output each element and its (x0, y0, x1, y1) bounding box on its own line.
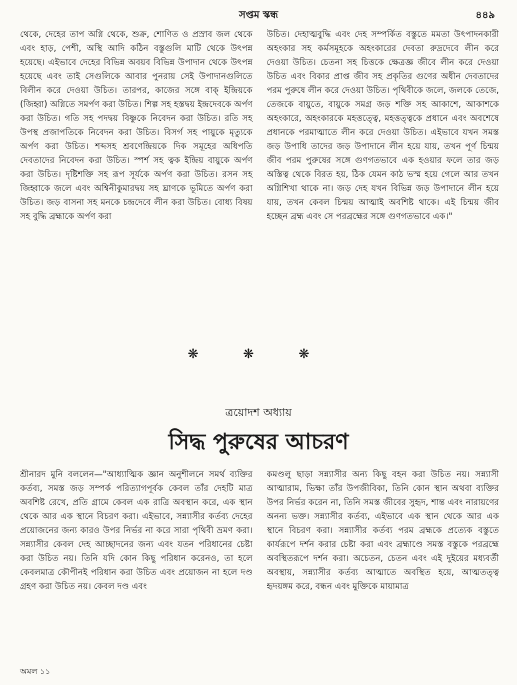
paragraph: শ্রীনারদ মুনি বললেন—"আধ্যাত্মিক জ্ঞান অনুশীলনে সমর্থ ব্যক্তির কর্তব্য, সমস্ত জড় সম্পর্ক পরিত্যাগপূর্বক কেবল তাঁর দেহটি মাত্র অবশিষ্ট রেখে, প্রতি গ্রামে কেবল এক রাত্রি অবস্থান করে, এক স্থান থেকে আর এক স্থানে বিচরণ করা। এইভাবে, সন্ন্যাসীর কর্তব্য দেহের প্রয়োজনের জন্য কারও উপর নির্ভর না করে সারা পৃথিবী ভ্রমণ করা। সন্ন্যাসীর কেবল দেহ আচ্ছাদনের জন্য এবং যতন পরিধানের চেষ্টা করা উচিত নয়। তিনি যদি কোন কিছু পরিধান করেনও, তা হলে কেবলমাত্র কৌপীনই পরিধান করা উচিত এবং প্রয়োজন না হলে দণ্ড গ্রহণ করা উচিত নয়। কেবল দণ্ড এবং (20, 470, 253, 592)
paragraph: কমণ্ডলু ছাড়া সন্ন্যাসীর অন্য কিছু বহন করা উচিত নয়। সন্ন্যাসী আত্মারাম, ভিক্ষা তাঁর উপজীবিকা, তিনি কোন স্থান অথবা ব্যক্তির উপর নির্ভর করেন না, তিনি সমস্ত জীবের সুহৃদ, শান্ত এবং নারায়ণের অনন্য ভক্ত। সন্ন্যাসীর কর্তব্য, এইভাবে এক স্থান থেকে আর এক স্থানে বিচরণ করা। সন্ন্যাসীর কর্তব্য পরম ব্রহ্মকে প্রত্যেক বস্তুতে কার্যরূপে দর্শন করার চেষ্টা করা এবং ব্রহ্মাণ্ডে সমস্ত বস্তুকে পরব্রহ্মে অবস্থিতরূপে দর্শন করা। অচেতন, চেতন এবং এই দুইয়ের মধ্যবর্তী অবস্থায়, সন্ন্যাসীর কর্তব্য আত্মাতে অবস্থিত হয়ে, আত্মতত্ত্ব হৃদয়ঙ্গম করে, বন্ধন এবং মুক্তিকে মায়ামাত্র (266, 470, 499, 592)
top-left-column (20, 28, 253, 328)
top-right-column (267, 28, 500, 328)
paragraph: থেকে, দেহের তাপ অগ্নি থেকে, শুক্র, শোণিত ও প্রস্রাব জল থেকে এবং হাড়, পেশী, অস্থি আদি কঠিন বস্তুগুলি মাটি থেকে উৎপন্ন হয়েছে। এইভাবে দেহের বিভিন্ন অবয়ব বিভিন্ন উপাদান থেকে উৎপন্ন হয়েছে এবং তাই সেগুলিকে আবার পুনরায় সেই উপাদানগুলিতে বিলীন করে দেওয়া উচিত। তারপর, কাজের সঙ্গে বাক্‌ ইন্দ্রিয়কে (জিহ্বা) অগ্নিতে সমর্পণ করা উচিত। শিল্প সহ হস্তদ্বয় ইন্দ্রদেবকে অর্পণ করা উচিত। গতি সহ পদদ্বয় বিষ্ণুকে নিবেদন করা উচিত। রতি সহ উপস্থ প্রজাপতিকে নিবেদন করা উচিত। বিসর্গ সহ পায়ুকে মৃত্যুকে অর্পণ করা উচিত। শব্দসহ শ্রবণেন্দ্রিয়কে দিক সমূহের অধিপতি দেবতাদের নিবেদন করা উচিত। স্পর্শ সহ ত্বক ইন্দ্রিয় বায়ুকে অর্পণ করা উচিত। দৃষ্টিশক্তি সহ রূপ সূর্যকে অর্পণ করা উচিত। রসন সহ জিহ্বাকে জলে এবং অশ্বিনীকুমারদ্বয় সহ ঘ্রাণকে ভূমিতে অর্পণ করা উচিত। জড় বাসনা সহ মনকে চন্দ্রদেবে লীন করা উচিত। বোধ্য বিষয় সহ বুদ্ধি ব্রহ্মাকে অর্পণ করা (20, 30, 253, 222)
section-title: সপ্তম স্কন্ধ (239, 10, 278, 21)
chapter-number: ত্রয়োদশ অধ্যায় (225, 406, 292, 419)
page-number: ৪৪৯ (475, 10, 495, 21)
bottom-columns (20, 468, 499, 668)
chapter-title: সিদ্ধ পুরুষের আচরণ (168, 430, 349, 455)
paragraph: উচিত। দেহাত্মবুদ্ধি এবং দেহ সম্পর্কিত বস্তুতে মমতা উৎপাদনকারী অহংকার সহ কর্মসমূহকে অহংকারের দেবতা রুদ্রদেবে লীন করে দেওয়া উচিত। চেতনা সহ চিত্তকে ক্ষেত্রজ্ঞ জীবে লীন করে দেওয়া উচিত এবং বিকার প্রাপ্ত জীব সহ প্রকৃতির গুণের অধীন দেবতাদের পরম পুরুষে লীন করে দেওয়া উচিত। পৃথিবীকে জলে, জলকে তেজে, তেজকে বায়ুতে, বায়ুকে সমগ্র জড় শক্তি সহ আকাশে, আকাশকে অহংকারে, অহংকারকে মহত্তত্ত্বে, মহত্তত্ত্বকে প্রধানে এবং অবশেষে প্রধানকে পরমাত্মাতে লীন করে দেওয়া উচিত। এইভাবে যখন সমস্ত জড় উপাধি তাদের জড় উপাদানে লীন হয়ে যায়, তখন পূর্ণ চিন্ময় জীব পরম পুরুষের সঙ্গে গুণগতভাবে এক হওয়ার ফলে তার জড় অস্তিত্ব থেকে বিরত হয়, ঠিক যেমন কাঠ ভস্ম হয়ে গেলে আর তখন অগ্নিশিখা থাকে না। জড় দেহ যখন বিভিন্ন জড় উপাদানে লীন হয়ে যায়, তখন কেবল চিন্ময় আত্মাই অবশিষ্ট থাকে। এই চিন্ময় জীব হচ্ছেন ব্রহ্ম এবং সে পরব্রহ্মের সঙ্গে গুণগতভাবে এক।" (266, 30, 499, 222)
bottom-right-column (267, 468, 500, 668)
top-columns (20, 28, 499, 328)
bottom-left-column (20, 468, 253, 668)
footer-signature: অমল ১১ (20, 667, 51, 676)
section-separator: ❋ ❋ ❋ (187, 347, 330, 362)
running-head (18, 8, 499, 22)
